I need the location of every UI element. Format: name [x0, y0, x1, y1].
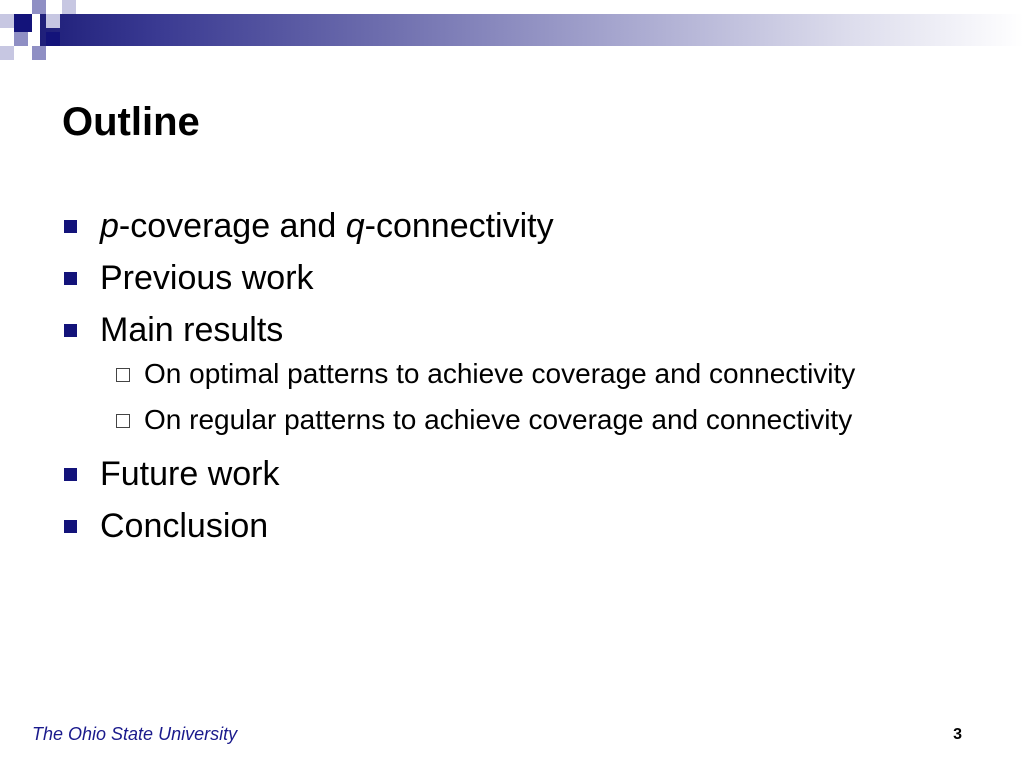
variable-q: q: [345, 207, 365, 245]
outline-item-conclusion: [62, 500, 962, 552]
variable-p: p: [100, 207, 119, 245]
square-bullet-icon: [64, 468, 77, 481]
decor-square: [0, 46, 14, 60]
square-bullet-icon: [64, 324, 77, 337]
decor-square: [14, 14, 32, 32]
item-text: Main results: [100, 311, 284, 349]
outline-item-coverage: [62, 200, 962, 252]
decor-square: [46, 14, 60, 28]
sublist: [62, 356, 962, 438]
footer-institution: The Ohio State University: [32, 724, 238, 744]
header-banner: [40, 14, 1024, 46]
decor-square: [32, 0, 46, 14]
subitem-text: On optimal patterns to achieve coverage and connectivity: [144, 358, 856, 389]
decor-square: [46, 32, 60, 46]
slide-title: Outline: [62, 100, 200, 144]
outline-subitems: [62, 356, 962, 438]
decor-square: [0, 14, 14, 28]
decor-square: [62, 0, 76, 14]
outline-list: [62, 200, 962, 552]
decor-square: [32, 46, 46, 60]
item-text: -connectivity: [364, 207, 554, 245]
hollow-square-bullet-icon: [116, 414, 130, 428]
subitem-optimal-patterns: [62, 356, 864, 392]
decor-square: [14, 32, 28, 46]
item-text: Conclusion: [100, 507, 269, 545]
square-bullet-icon: [64, 272, 77, 285]
item-text: -coverage and: [118, 207, 346, 245]
square-bullet-icon: [64, 220, 77, 233]
subitem-regular-patterns: [62, 402, 864, 438]
item-text: Previous work: [100, 259, 314, 297]
square-bullet-icon: [64, 520, 77, 533]
subitem-text: On regular patterns to achieve coverage and connectivity: [144, 404, 853, 435]
hollow-square-bullet-icon: [116, 368, 130, 382]
item-text: Future work: [100, 455, 280, 493]
outline-item-future-work: [62, 448, 962, 500]
outline-item-main-results: [62, 304, 962, 356]
outline-item-previous-work: [62, 252, 962, 304]
slide-number: 3: [953, 726, 962, 743]
